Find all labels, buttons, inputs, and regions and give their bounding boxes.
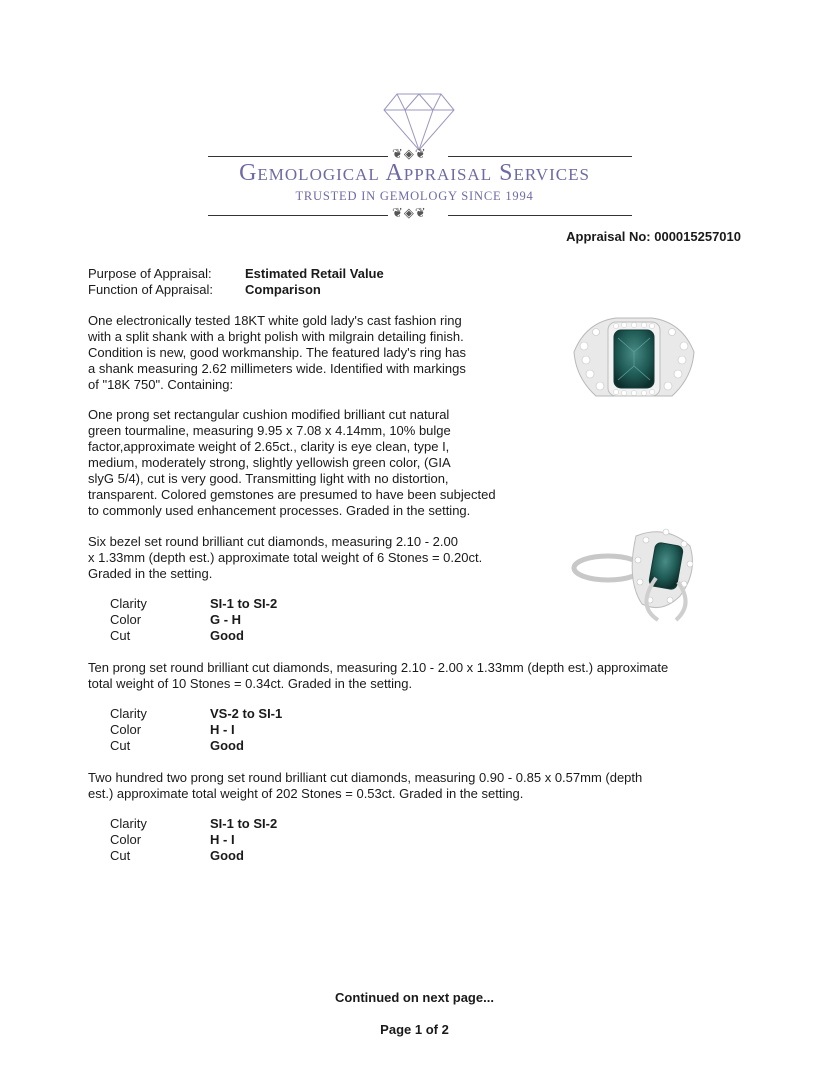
stone-group-line: Graded in the setting. [88, 566, 213, 581]
continued-notice: Continued on next page... [335, 990, 494, 1005]
center-stone-description [88, 407, 496, 519]
ring-description-line: of "18K 750". Containing: [88, 377, 234, 392]
stone-group-3-description [88, 770, 642, 802]
header-rule-top-right [448, 156, 632, 157]
center-stone-line: factor,approximate weight of 2.65ct., clarity is eye clean, type I, [88, 439, 450, 454]
header-rule-bottom-left [208, 215, 388, 216]
ring-photo-front [566, 312, 702, 410]
appraisal-number: Appraisal No: 000015257010 [566, 229, 741, 244]
stone-group-1-description [88, 534, 482, 582]
grade-value-clarity: SI-1 to SI-2 [210, 816, 278, 831]
header-flourish-top: ❦◈❦ [392, 147, 427, 162]
stone-group-line: Six bezel set round brilliant cut diamonds, measuring 2.10 - 2.00 [88, 534, 458, 549]
stone-group-line: Ten prong set round brilliant cut diamonds, measuring 2.10 - 2.00 x 1.33mm (depth est.) approximate [88, 660, 669, 675]
grade-label-color: Color [110, 722, 142, 737]
ring-description-line: a shank measuring 2.62 millimeters wide. Identified with markings [88, 361, 466, 376]
stone-group-line: x 1.33mm (depth est.) approximate total weight of 6 Stones = 0.20ct. [88, 550, 483, 565]
stone-group-line: est.) approximate total weight of 202 Stones = 0.53ct. Graded in the setting. [88, 786, 524, 801]
ring-description-line: Condition is new, good workmanship. The featured lady's ring has [88, 345, 467, 360]
ring-photo-angled [566, 520, 702, 624]
diamond-logo-icon [383, 92, 455, 152]
purpose-value: Estimated Retail Value [245, 266, 384, 281]
grade-label-color: Color [110, 832, 142, 847]
center-stone-line: green tourmaline, measuring 9.95 x 7.08 x 4.14mm, 10% bulge [88, 423, 451, 438]
center-stone-line: One prong set rectangular cushion modified brilliant cut natural [88, 407, 450, 422]
center-stone-line: slyG 5/4), cut is very good. Transmitting light with no distortion, [88, 471, 449, 486]
stone-group-line: total weight of 10 Stones = 0.34ct. Graded in the setting. [88, 676, 413, 691]
center-stone-line: to commonly used enhancement processes. Graded in the setting. [88, 503, 471, 518]
ring-description [88, 313, 466, 393]
ring-description-line: with a split shank with a bright polish with milgrain detailing finish. [88, 329, 464, 344]
grade-label-cut: Cut [110, 628, 131, 643]
grade-value-color: H - I [210, 722, 235, 737]
header-rule-bottom-right [448, 215, 632, 216]
header-rule-top-left [208, 156, 388, 157]
grade-value-clarity: VS-2 to SI-1 [210, 706, 283, 721]
purpose-label: Purpose of Appraisal: [88, 266, 212, 281]
grade-label-clarity: Clarity [110, 596, 147, 611]
center-stone-line: medium, moderately strong, slightly yellowish green color, (GIA [88, 455, 451, 470]
stone-group-line: Two hundred two prong set round brilliant cut diamonds, measuring 0.90 - 0.85 x 0.57mm (depth [88, 770, 643, 785]
grade-label-clarity: Clarity [110, 706, 147, 721]
ring-description-line: One electronically tested 18KT white gold lady's cast fashion ring [88, 313, 462, 328]
grade-value-clarity: SI-1 to SI-2 [210, 596, 278, 611]
center-stone-line: transparent. Colored gemstones are presumed to have been subjected [88, 487, 496, 502]
company-tagline: TRUSTED IN GEMOLOGY SINCE 1994 [295, 189, 534, 203]
function-value: Comparison [245, 282, 321, 297]
stone-group-2-description [88, 660, 668, 692]
grade-value-cut: Good [210, 628, 244, 643]
grade-value-cut: Good [210, 848, 244, 863]
grade-value-cut: Good [210, 738, 244, 753]
header-flourish-bottom: ❦◈❦ [392, 206, 427, 221]
grade-label-color: Color [110, 612, 142, 627]
grade-label-cut: Cut [110, 848, 131, 863]
page-number: Page 1 of 2 [380, 1022, 449, 1037]
grade-value-color: H - I [210, 832, 235, 847]
company-name: Gemological Appraisal Services [239, 160, 590, 186]
grade-label-cut: Cut [110, 738, 131, 753]
grade-label-clarity: Clarity [110, 816, 147, 831]
grade-value-color: G - H [210, 612, 242, 627]
function-label: Function of Appraisal: [88, 282, 214, 297]
